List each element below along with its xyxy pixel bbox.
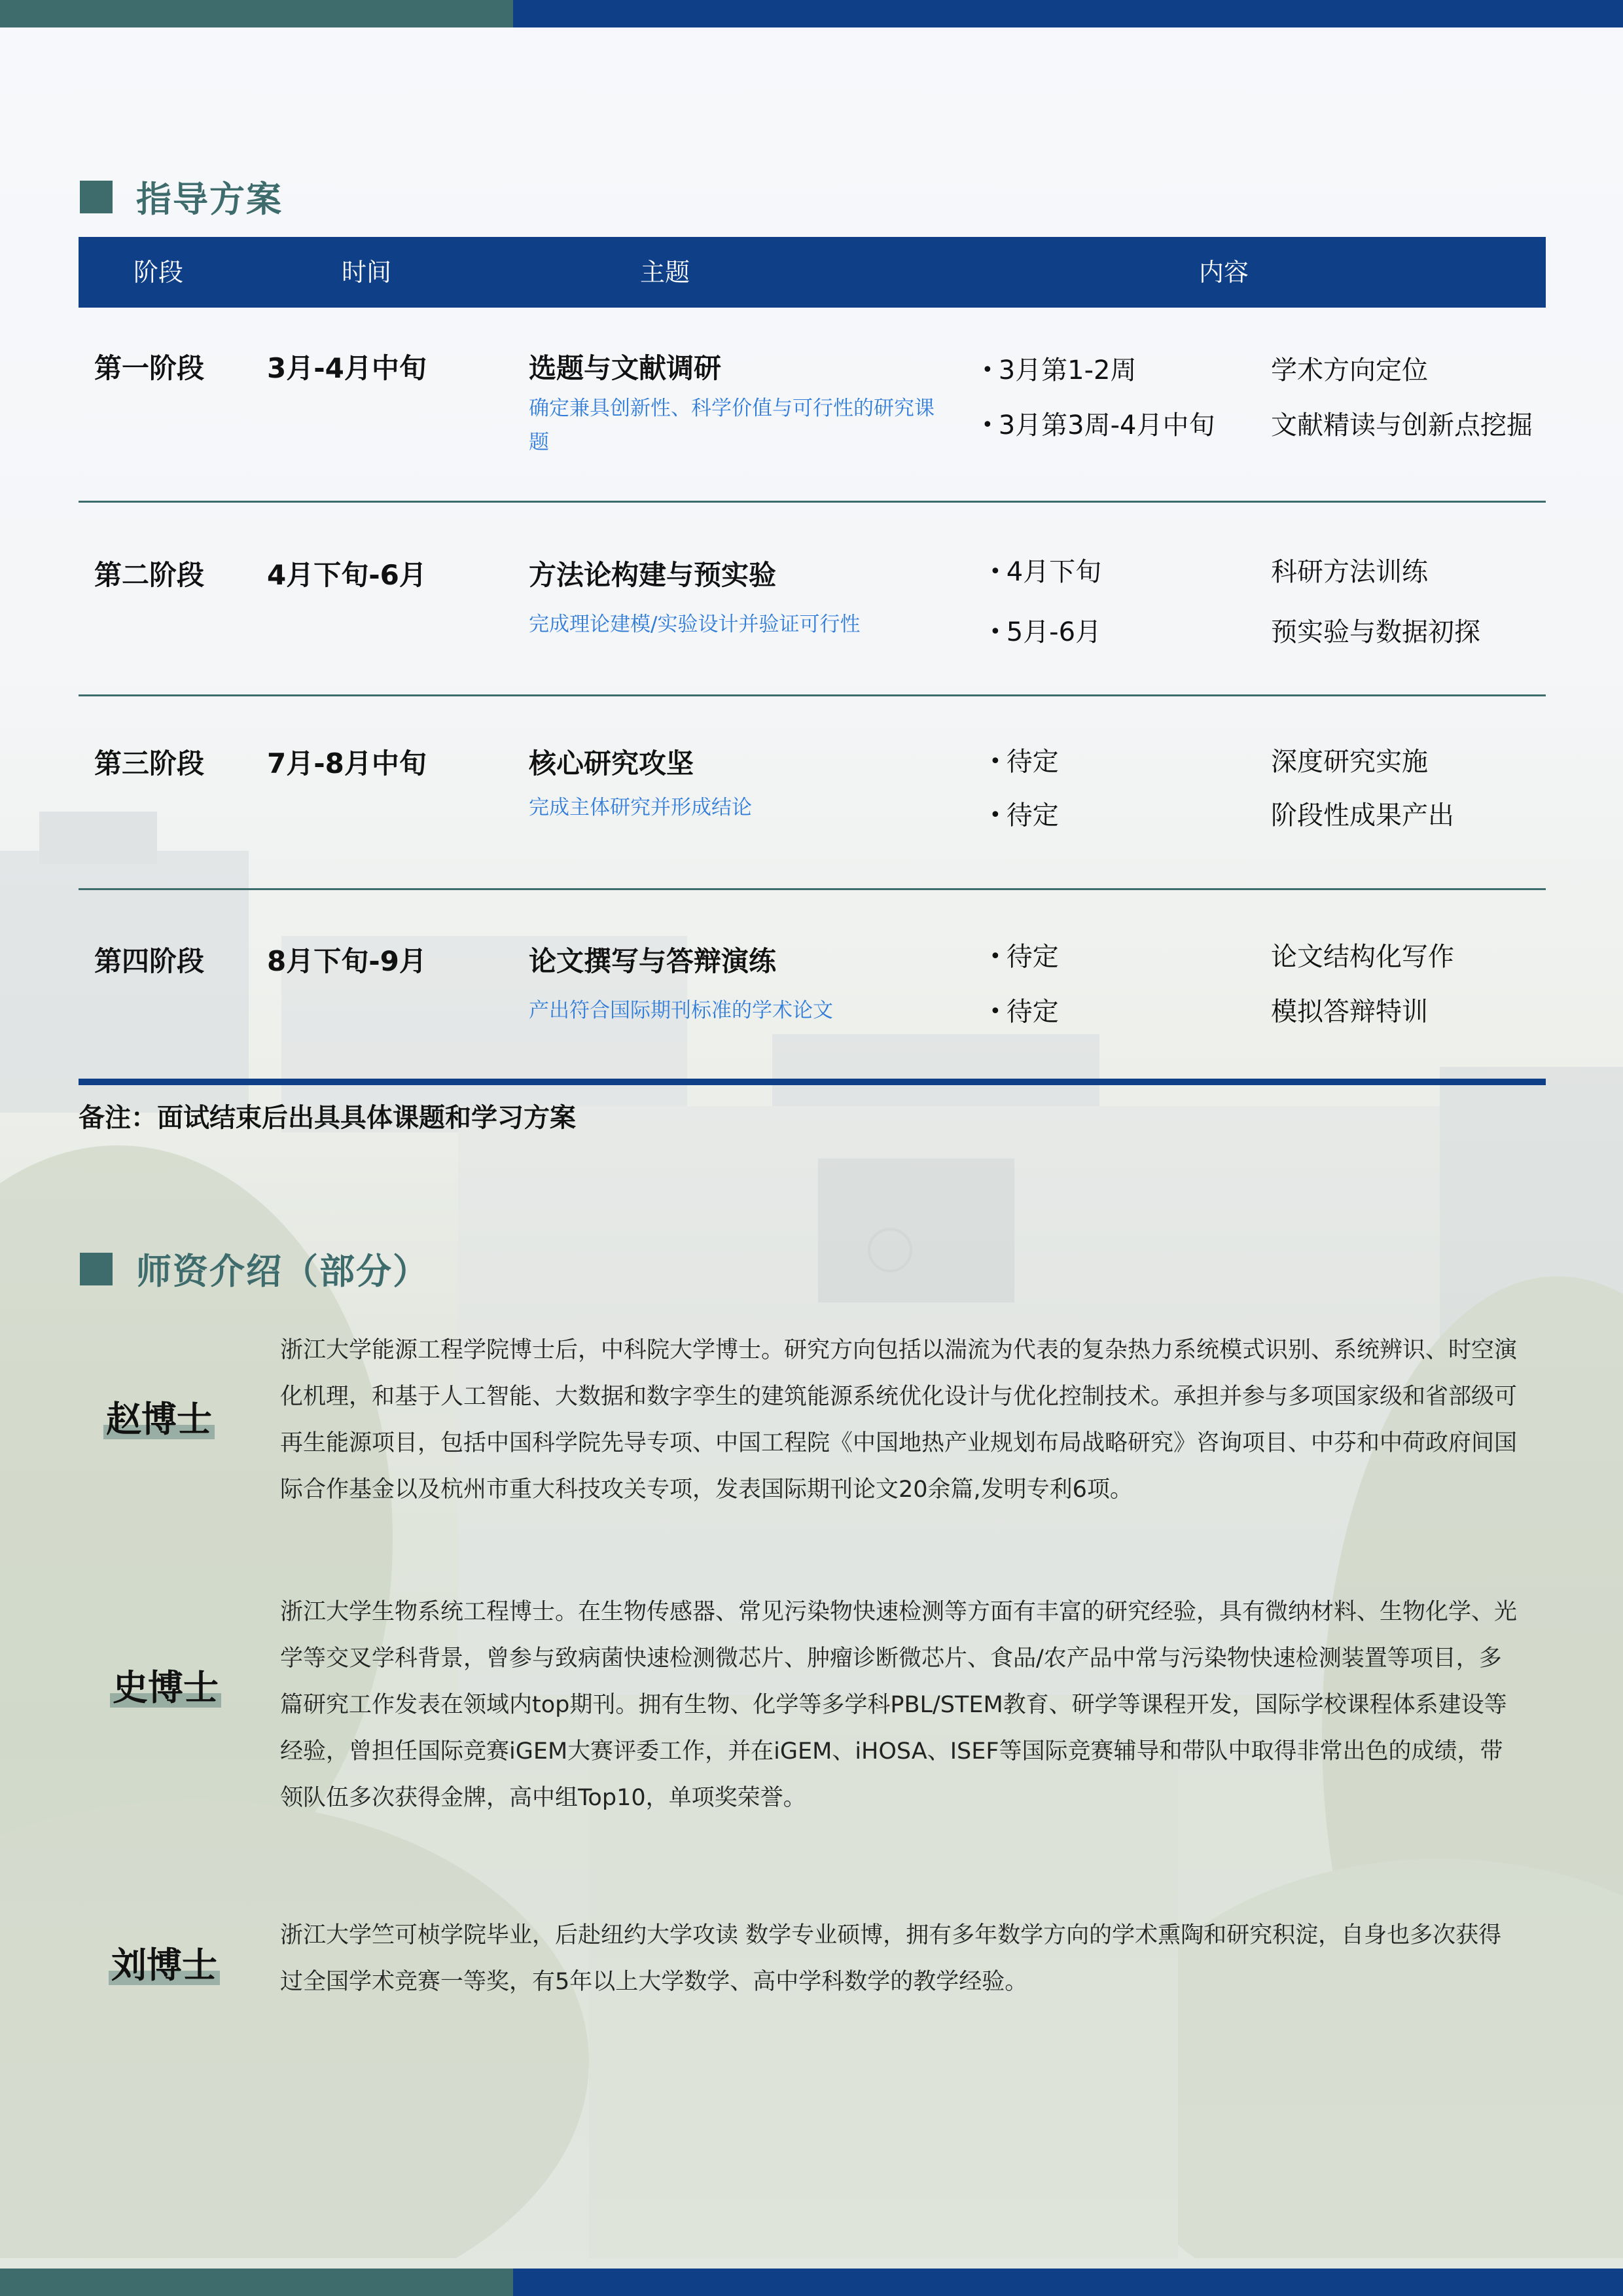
section-square-icon xyxy=(80,1253,113,1285)
row-item-content: 论文结构化写作 xyxy=(1271,942,1454,972)
row-item-content: 预实验与数据初探 xyxy=(1271,617,1480,647)
row-topic: 核心研究攻坚 xyxy=(529,747,694,780)
row-time: 4月下旬-6月 xyxy=(267,559,427,591)
table-header-row xyxy=(79,237,1546,308)
section-square-icon xyxy=(80,181,113,213)
row-time: 8月下旬-9月 xyxy=(267,945,427,977)
row-item-content: 学术方向定位 xyxy=(1271,355,1428,386)
row-time: 3月-4月中旬 xyxy=(267,352,427,384)
teacher-name: 赵博士 xyxy=(106,1391,212,1442)
top-bar-blue-segment xyxy=(513,0,1623,27)
row-item-content: 阶段性成果产出 xyxy=(1271,800,1454,831)
bottom-decorative-bar xyxy=(0,2269,1623,2296)
row-item-content: 模拟答辩特训 xyxy=(1271,997,1428,1027)
plan-section-title: 指导方案 xyxy=(136,179,283,220)
row-item-content: 文献精读与创新点挖掘 xyxy=(1271,410,1533,440)
row-item-time: • 待定 xyxy=(990,795,1059,832)
row-subtitle: 完成理论建模/实验设计并验证可行性 xyxy=(529,613,861,636)
top-bar-teal-segment xyxy=(0,0,513,27)
teacher-name: 史博士 xyxy=(113,1660,219,1710)
row-item-time: • 待定 xyxy=(990,936,1059,973)
row-item-time: • 3月第1-2周 xyxy=(982,350,1136,387)
row-time: 7月-8月中旬 xyxy=(267,747,427,780)
plan-section-heading xyxy=(80,171,283,222)
table-row xyxy=(79,696,1546,890)
header-content: 内容 xyxy=(1199,258,1249,287)
row-stage: 第二阶段 xyxy=(94,559,205,591)
teacher-bio: 浙江大学生物系统工程博士。在生物传感器、常见污染物快速检测等方面有丰富的研究经验，具有微纳材料、生物化学、光学等交叉学科背景，曾参与致病菌快速检测微芯片、肿瘤诊断微芯片、食品/农产品中常与污染物快速检测装置等项目，多篇研究工作发表在领域内top期刊。拥有生物、化学等多学科PBL/STEM教育、研学等课程开发，国际学校课程体系建设等经验，曾担任国际竞赛iGEM大赛评委工作，并在iGEM、iHOSA、ISEF等国际竞赛辅导和带队中取得非常出色的成绩，带领队伍多次获得金牌，高中组Top10，单项奖荣誉。 xyxy=(280,1599,1518,1811)
header-topic: 主题 xyxy=(640,258,690,287)
row-topic: 论文撰写与答辩演练 xyxy=(529,945,777,977)
row-item-time: • 待定 xyxy=(990,741,1059,778)
guidance-plan-table xyxy=(79,237,1546,1085)
faculty-section-heading xyxy=(80,1244,429,1294)
bottom-bar-teal-segment xyxy=(0,2269,513,2296)
table-row xyxy=(79,503,1546,696)
row-stage: 第一阶段 xyxy=(94,352,205,384)
header-stage: 阶段 xyxy=(134,258,184,287)
teacher-name: 刘博士 xyxy=(111,1937,217,1988)
row-stage: 第三阶段 xyxy=(94,747,205,780)
row-item-time: • 3月第3周-4月中旬 xyxy=(982,404,1215,442)
table-footnote: 备注：面试结束后出具具体课题和学习方案 xyxy=(79,1103,576,1133)
row-item-time: • 待定 xyxy=(990,991,1059,1028)
row-stage: 第四阶段 xyxy=(94,945,205,977)
faculty-section-title: 师资介绍（部分） xyxy=(136,1251,429,1292)
row-topic: 选题与文献调研 xyxy=(529,352,722,384)
table-row xyxy=(79,890,1546,1085)
table-row xyxy=(79,308,1546,503)
row-item-content: 科研方法训练 xyxy=(1271,557,1428,587)
row-item-content: 深度研究实施 xyxy=(1271,747,1428,777)
row-subtitle: 产出符合国际期刊标准的学术论文 xyxy=(529,999,833,1022)
row-topic: 方法论构建与预实验 xyxy=(529,559,777,591)
header-time: 时间 xyxy=(342,258,392,287)
row-item-time: • 5月-6月 xyxy=(990,611,1101,649)
row-item-time: • 4月下旬 xyxy=(990,551,1101,588)
row-subtitle: 确定兼具创新性、科学价值与可行性的研究课题 xyxy=(529,397,935,454)
row-subtitle: 完成主体研究并形成结论 xyxy=(529,796,752,819)
teacher-bio: 浙江大学能源工程学院博士后，中科院大学博士。研究方向包括以湍流为代表的复杂热力系统模式识别、系统辨识、时空演化机理，和基于人工智能、大数据和数字孪生的建筑能源系统优化设计与优化控制技术。承担并参与多项国家级和省部级可再生能源项目，包括中国科学院先导专项、中国工程院《中国地热产业规划布局战略研究》咨询项目、中芬和中荷政府间国际合作基金以及杭州市重大科技攻关专项，发表国际期刊论文20余篇,发明专利6项。 xyxy=(280,1337,1518,1503)
bottom-bar-blue-segment xyxy=(513,2269,1623,2296)
top-decorative-bar xyxy=(0,0,1623,27)
teacher-bio: 浙江大学竺可桢学院毕业，后赴纽约大学攻读 数学专业硕博，拥有多年数学方向的学术熏陶和研究积淀，自身也多次获得过全国学术竞赛一等奖，有5年以上大学数学、高中学科数学的教学经验。 xyxy=(280,1922,1502,1995)
